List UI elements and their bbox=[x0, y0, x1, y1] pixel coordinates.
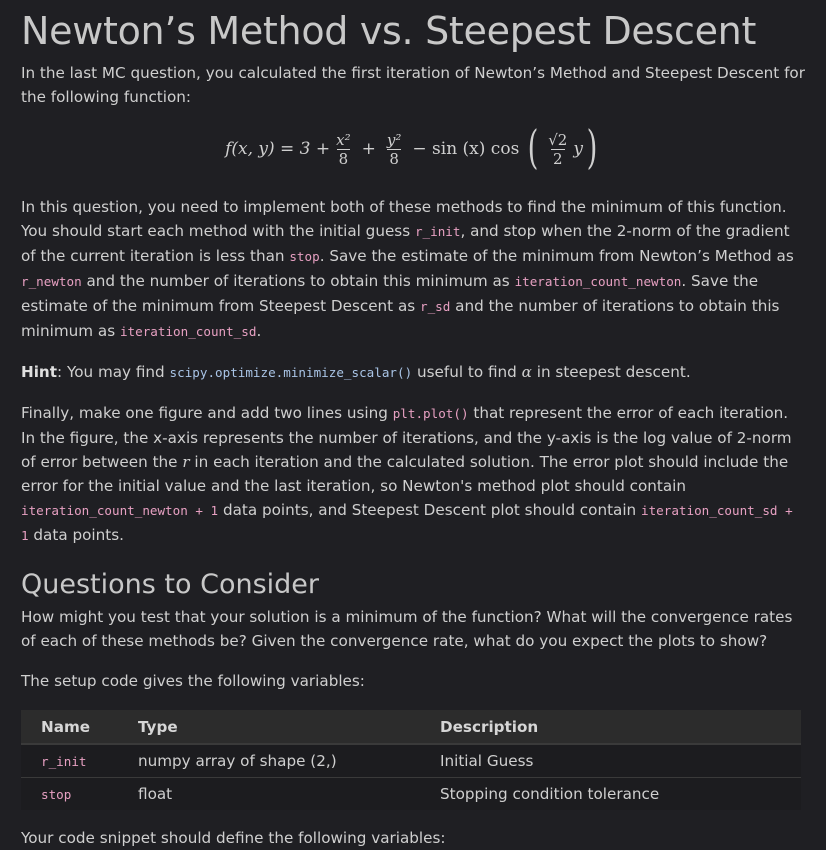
questions-text: How might you test that your solution is a minimum of the function? What will the convergence rates of each of these methods be? Given the convergence rate, what do you expect the plots to show? bbox=[21, 608, 793, 650]
code-iteration-count-newton: iteration_count_newton bbox=[514, 274, 682, 289]
setup-variables-table bbox=[21, 710, 801, 810]
code-sd-count-plus-one: iteration_count_sd + 1 bbox=[21, 503, 793, 543]
code-minimize-scalar: scipy.optimize.minimize_scalar() bbox=[169, 365, 413, 380]
fraction-y2-8: $\frac{\text{y²}}{8}$ bbox=[386, 130, 402, 168]
code-plt-plot: plt.plot() bbox=[392, 406, 469, 421]
function-formula bbox=[21, 113, 805, 185]
table-row bbox=[21, 778, 801, 811]
inner-var: y bbox=[573, 139, 583, 159]
code-r-sd: r_sd bbox=[420, 299, 451, 314]
fraction-sqrt2-2: $\frac{√2}{2}$ bbox=[548, 130, 568, 168]
code-r-newton: r_newton bbox=[21, 274, 82, 289]
task-paragraph: In this question, you need to implement both of these methods to find the minimum of this function. You should start each method with the initial guess r_init, and stop when the 2-norm of the gradient of the current iteration is less than stop. Save the estimate of the minimum from Newton’s Method as r_newton and the number of iterations to obtain this minimum as iteration_count_newton. Save the estimate of the minimum from Steepest Descent as r_sd and the number of iterations to obtain this minimum as iteration_count_sd. bbox=[21, 198, 794, 340]
page-title: Newton’s Method vs. Steepest Descent bbox=[21, 9, 757, 53]
header-name: Name bbox=[21, 710, 138, 744]
fraction-x2-8: $\frac{\text{x²}}{8}$ bbox=[336, 130, 351, 168]
questions-heading: Questions to Consider bbox=[21, 569, 320, 600]
formula-lhs: f(x, y) = 3 + bbox=[225, 139, 331, 159]
header-type: Type bbox=[138, 710, 440, 744]
var-description: Stopping condition tolerance bbox=[440, 785, 660, 803]
var-type: float bbox=[138, 785, 173, 803]
var-name: r_init bbox=[41, 754, 87, 769]
right-paren: ) bbox=[586, 120, 598, 174]
plus-op: + bbox=[361, 139, 376, 159]
plot-paragraph: Finally, make one figure and add two lines using plt.plot() that represent the error of each iteration. In the figure, the x-axis represents the number of iterations, and the y-axis is the log value of 2-norm of error between the r in each iteration and the calculated solution. The error plot should include the error for the initial value and the last iteration, so Newton's method plot should contain iteration_count_newton + 1 data points, and Steepest Descent plot should contain iteration_count_sd + 1 data points. bbox=[21, 404, 793, 544]
var-name: stop bbox=[41, 787, 72, 802]
table-header-row bbox=[21, 710, 801, 744]
code-newton-count-plus-one: iteration_count_newton + 1 bbox=[21, 503, 219, 518]
table-row bbox=[21, 744, 801, 778]
hint-label: Hint bbox=[21, 363, 57, 381]
code-stop: stop bbox=[289, 249, 320, 264]
intro-paragraph: In the last MC question, you calculated the first iteration of Newton’s Method and Steepest Descent for the following function: bbox=[21, 64, 805, 106]
code-iteration-count-sd: iteration_count_sd bbox=[119, 324, 257, 339]
header-description: Description bbox=[440, 710, 801, 744]
r-symbol: r bbox=[182, 453, 190, 471]
setup-intro: The setup code gives the following variables: bbox=[21, 672, 365, 690]
sin-cos-term: − sin (x) cos bbox=[412, 139, 520, 159]
code-r-init: r_init bbox=[414, 224, 461, 239]
var-type: numpy array of shape (2,) bbox=[138, 744, 440, 778]
var-description: Initial Guess bbox=[440, 744, 801, 778]
define-intro: Your code snippet should define the following variables: bbox=[21, 829, 446, 847]
hint-paragraph: Hint: You may find scipy.optimize.minimize_scalar() useful to find α in steepest descent. bbox=[21, 363, 691, 381]
left-paren: ( bbox=[527, 120, 539, 174]
alpha-symbol: α bbox=[521, 363, 532, 381]
